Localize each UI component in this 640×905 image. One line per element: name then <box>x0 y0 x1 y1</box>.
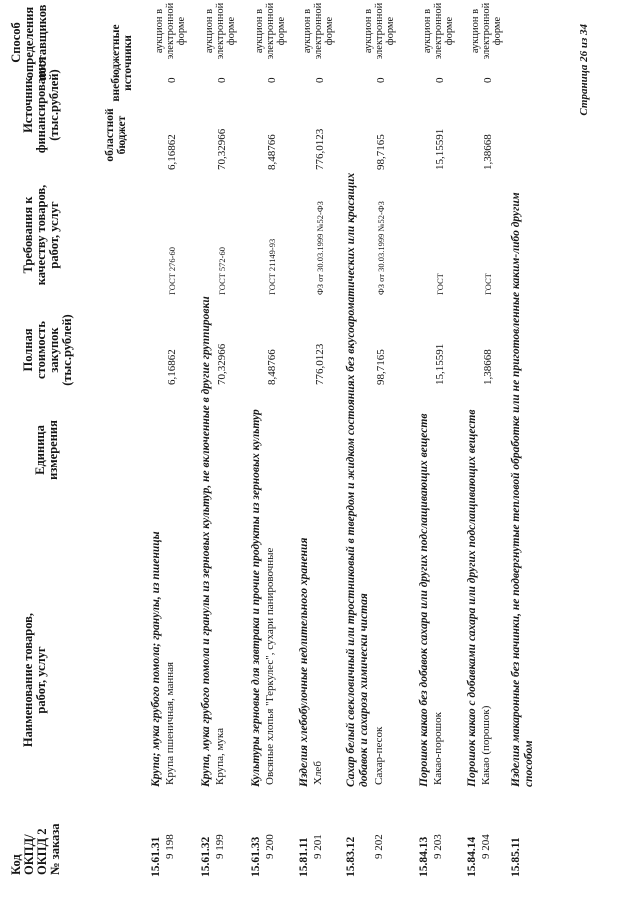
header-source-regional: областной бюджет <box>104 108 128 162</box>
procurement-method: аукцион в электронной форме <box>204 2 237 60</box>
group-title: Изделия макаронные без начинки, не подвергнутые тепловой обработке или не приготовленные каким-либо другим способом <box>510 192 535 787</box>
group-code: 15.85.11 <box>510 837 522 877</box>
source-extra: 0 <box>166 77 178 83</box>
group-title: Порошок какао с добавками сахара или других подслащивающих веществ <box>466 409 478 787</box>
item-name: Крупа пшеничная, манная <box>164 661 176 785</box>
source-extra: 0 <box>482 77 494 83</box>
group-code: 15.83.12 <box>345 836 357 877</box>
total-cost: 6,16862 <box>166 349 178 385</box>
source-extra: 0 <box>266 77 278 83</box>
procurement-method: аукцион в электронной форме <box>302 2 335 60</box>
header-code: Код ОКПД/ ОКПД 2 № заказа <box>9 823 62 875</box>
source-extra: 0 <box>375 77 387 83</box>
source-extra: 0 <box>314 77 326 83</box>
total-cost: 15,15591 <box>434 343 446 385</box>
quality-requirement: ГОСТ <box>435 273 445 295</box>
source-regional: 15,15591 <box>434 128 446 170</box>
total-cost: 1,38668 <box>482 349 494 385</box>
procurement-method: аукцион в электронной форме <box>254 2 287 60</box>
group-code: 15.84.13 <box>418 836 430 877</box>
group-title: Сахар белый свекловичный или тростниковый в твердом и жидком состояниях без вкусоароматических или красящих добавок и сахароза химически чистая <box>345 172 370 787</box>
row-number: 9 198 <box>164 834 176 859</box>
procurement-method: аукцион в электронной форме <box>422 2 455 60</box>
group-code: 15.61.31 <box>150 836 162 877</box>
total-cost: 776,0123 <box>314 343 326 385</box>
group-title: Изделия хлебобулочные недлительного хранения <box>298 537 310 787</box>
total-cost: 8,48766 <box>266 349 278 385</box>
total-cost: 70,32966 <box>216 343 228 385</box>
header-source: Источник финансирования (тыс.рублей) <box>21 56 61 154</box>
source-regional: 98,7165 <box>375 134 387 170</box>
header-method: Способ определения поставщиков <box>9 4 49 81</box>
item-name: Хлеб <box>312 761 324 785</box>
item-name: Крупа, мука <box>214 728 226 785</box>
procurement-method: аукцион в электронной форме <box>363 2 396 60</box>
group-code: 15.61.33 <box>250 836 262 877</box>
row-number: 9 201 <box>312 834 324 859</box>
row-number: 9 202 <box>373 834 385 859</box>
quality-requirement: ГОСТ 572-60 <box>217 246 227 295</box>
page-number: Страница 26 из 34 <box>578 24 590 116</box>
quality-requirement: ФЗ от 30.03.1999 №52-ФЗ <box>376 201 386 295</box>
quality-requirement: ГОСТ 276-60 <box>167 246 177 295</box>
group-code: 15.61.32 <box>200 836 212 877</box>
procurement-method: аукцион в электронной форме <box>154 2 187 60</box>
item-name: Сахар-песок <box>373 726 385 785</box>
source-extra: 0 <box>434 77 446 83</box>
header-unit: Единица измерения <box>33 420 60 480</box>
source-regional: 6,16862 <box>166 134 178 170</box>
group-title: Порошок какао без добавок сахара или других подслащивающих веществ <box>418 413 430 787</box>
item-name: Какао (порошок) <box>480 705 492 785</box>
total-cost: 98,7165 <box>375 349 387 385</box>
row-number: 9 203 <box>432 834 444 859</box>
row-number: 9 199 <box>214 834 226 859</box>
source-regional: 70,32966 <box>216 128 228 170</box>
source-regional: 1,38668 <box>482 134 494 170</box>
header-source-extra: внебюджетные источники <box>110 24 134 102</box>
quality-requirement: ФЗ от 30.03.1999 №52-ФЗ <box>315 201 325 295</box>
header-name: Наименование товаров, работ, услуг <box>21 612 48 748</box>
group-title: Крупа; мука грубого помола; гранулы, из пшеницы <box>150 531 162 787</box>
quality-requirement: ГОСТ <box>483 273 493 295</box>
group-code: 15.81.11 <box>298 837 310 877</box>
header-requirements: Требования к качеству товаров, работ, услуг <box>21 184 61 286</box>
row-number: 9 200 <box>264 834 276 859</box>
group-code: 15.84.14 <box>466 836 478 877</box>
source-regional: 8,48766 <box>266 134 278 170</box>
item-name: Овсяные хлопья "Геркулес", сухари панировочные <box>264 547 276 785</box>
item-name: Какао-порошок <box>432 712 444 785</box>
source-regional: 776,0123 <box>314 128 326 170</box>
group-title: Культуры зерновые для завтрака и прочие продукты из зерновых культур <box>250 409 262 787</box>
header-cost: Полная стоимость закупок (тыс.рублей) <box>21 314 74 386</box>
row-number: 9 204 <box>480 834 492 859</box>
quality-requirement: ГОСТ 21149-93 <box>267 238 277 295</box>
source-extra: 0 <box>216 77 228 83</box>
procurement-method: аукцион в электронной форме <box>470 2 503 60</box>
group-title: Крупа, мука грубого помола и гранулы из зерновых культур, не включенные в другие группировки <box>200 296 212 787</box>
